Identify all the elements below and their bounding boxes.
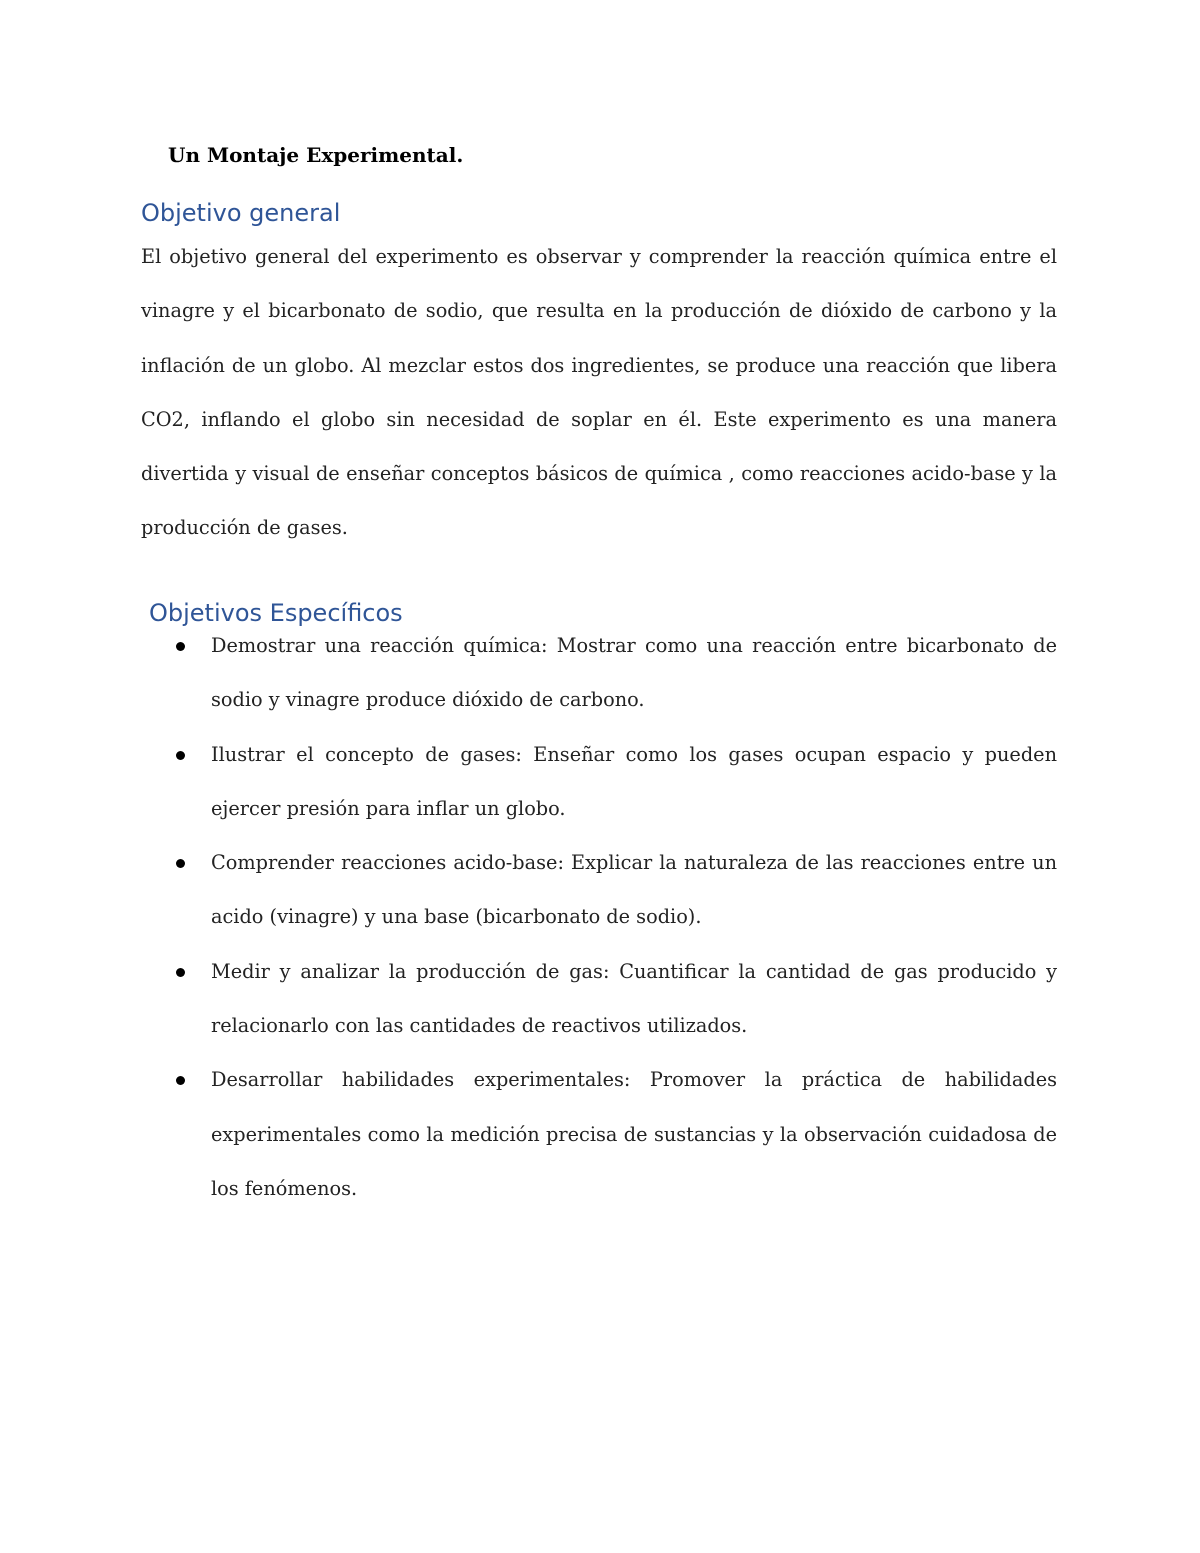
- specific-objectives-list: [167, 619, 1057, 1216]
- list-item-text: Comprender reacciones acido-base: Explicar la naturaleza de las reacciones entre un acido (vinagre) y una base (bicarbonato de sodio).: [211, 851, 1057, 929]
- list-item-text: Desarrollar habilidades experimentales: Promover la práctica de habilidades experimentales como la medición precisa de sustancias y la observación cuidadosa de los fenómenos.: [211, 1068, 1057, 1200]
- list-item: [167, 1053, 1057, 1216]
- list-item: [167, 728, 1057, 837]
- list-item: [167, 836, 1057, 945]
- general-objective-heading: Objetivo general: [141, 199, 341, 227]
- list-item-text: Medir y analizar la producción de gas: Cuantificar la cantidad de gas producido y relacionarlo con las cantidades de reactivos utilizados.: [211, 959, 1057, 1038]
- list-item-text: Demostrar una reacción química: Mostrar como una reacción entre bicarbonato de sodio y vinagre produce dióxido de carbono.: [211, 634, 1057, 712]
- bullet-icon: [176, 968, 185, 977]
- list-item: [167, 619, 1057, 728]
- bullet-icon: [176, 751, 185, 760]
- general-objective-paragraph: El objetivo general del experimento es observar y comprender la reacción química entre el vinagre y el bicarbonato de sodio, que resulta en la producción de dióxido de carbono y la inflación de un globo. Al mezclar estos dos ingredientes, se produce una reacción que libera CO2, inflando el globo sin necesidad de soplar en él. Este experimento es una manera divertida y visual de enseñar conceptos básicos de química , como reacciones acido-base y la producción de gases.: [141, 245, 1057, 540]
- list-item-text: Ilustrar el concepto de gases: Enseñar como los gases ocupan espacio y pueden ejercer presión para inflar un globo.: [211, 742, 1057, 820]
- document-title: Un Montaje Experimental.: [168, 143, 464, 167]
- bullet-icon: [176, 859, 185, 868]
- bullet-icon: [176, 642, 185, 651]
- bullet-icon: [176, 1076, 185, 1085]
- specific-objectives-heading: Objetivos Específicos: [149, 599, 403, 627]
- list-item: [167, 945, 1057, 1054]
